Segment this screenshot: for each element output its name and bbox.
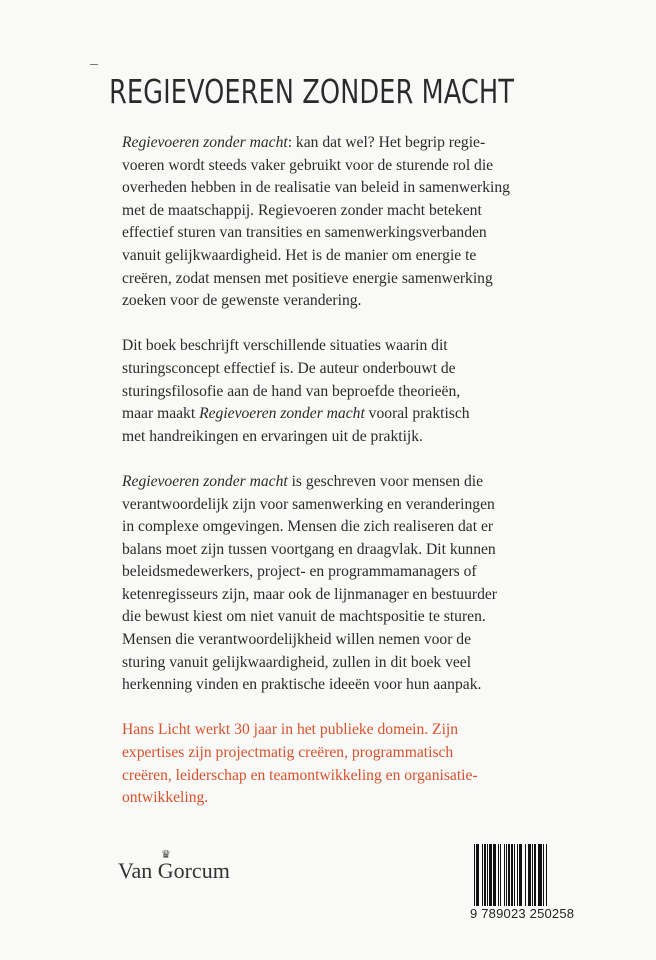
text-line [122,245,562,268]
text-line [122,494,562,517]
barcode [470,844,578,922]
text-line [122,132,562,155]
text-segment: effectief sturen van transities en samenwerkingsverbanden [122,224,487,242]
text-line [122,358,562,381]
text-segment: sturingsconcept effectief is. De auteur onderbouwt de [122,359,456,377]
italic-title-text: Regievoeren zonder macht [199,405,365,423]
text-segment: vooral praktisch [364,405,470,423]
isbn-number: 9 789023 250258 [470,906,575,921]
text-segment: die bewust kiest om niet vanuit de machtspositie te sturen. [122,608,486,626]
text-segment: voeren wordt steeds vaker gebruikt voor de sturende rol die [122,156,494,174]
text-line [122,290,562,313]
text-segment: Dit boek beschrijft verschillende situaties waarin dit [122,337,448,355]
text-segment: expertises zijn projectmatig creëren, programmatisch [122,744,454,762]
paragraph [122,132,562,313]
text-segment: met handreikingen en ervaringen uit de praktijk. [122,427,423,445]
text-segment: Hans Licht werkt 30 jaar in het publieke domein. Zijn [122,721,459,739]
text-line [122,629,562,652]
text-segment: overheden hebben in de realisatie van beleid in samenwerking [122,179,510,197]
text-segment: vanuit gelijkwaardigheid. Het is de manier om energie te [122,246,477,264]
blurb-text [122,132,562,832]
text-line [122,516,562,539]
text-line [122,268,562,291]
text-line [122,335,562,358]
text-line [122,200,562,223]
publisher-name: Van Gorcum [118,858,230,883]
text-line [122,426,562,449]
text-line [122,471,562,494]
barcode-bar [546,844,547,910]
crown-icon: ♛ [161,849,171,861]
text-segment: herkenning vinden en praktische ideeën voor hun aanpak. [122,676,482,694]
text-line [122,561,562,584]
text-line [122,155,562,178]
publisher-logo [118,849,230,884]
text-segment: ontwikkeling. [122,789,209,807]
paragraph [122,471,562,697]
text-line [122,584,562,607]
text-segment: sturingsfilosofie aan de hand van beproefde theorieën, [122,382,461,400]
text-segment: Mensen die verantwoordelijkheid willen nemen voor de [122,631,472,649]
text-segment: creëren, zodat mensen met positieve energie samenwerking [122,269,493,287]
barcode-bars [474,844,574,910]
text-line [122,606,562,629]
text-segment: is geschreven voor mensen die [287,472,483,490]
text-line [122,652,562,675]
text-line [122,381,562,404]
corner-mark [90,64,98,65]
paragraph [122,719,562,809]
text-segment: sturing vanuit gelijkwaardigheid, zullen in dit boek veel [122,653,472,671]
text-line [122,787,562,810]
text-segment: in complexe omgevingen. Mensen die zich realiseren dat er [122,518,494,536]
paragraph [122,335,562,448]
text-segment: creëren, leiderschap en teamontwikkeling en organisatie- [122,766,478,784]
text-line [122,177,562,200]
text-line [122,719,562,742]
text-segment: : kan dat wel? Het begrip regie- [287,134,486,151]
italic-title-text: Regievoeren zonder macht [122,472,288,490]
text-segment: ketenregisseurs zijn, maar ook de lijnmanager en bestuurder [122,585,497,603]
text-line [122,765,562,788]
italic-title-text: Regievoeren zonder macht [122,134,288,151]
text-line [122,539,562,562]
text-line [122,222,562,245]
text-segment: beleidsmedewerkers, project- en programmamanagers of [122,563,477,581]
text-segment: zoeken voor de gewenste verandering. [122,292,362,310]
text-segment: verantwoordelijk zijn voor samenwerking en veranderingen [122,495,495,513]
text-segment: balans moet zijn tussen voortgang en draagvlak. Dit kunnen [122,540,496,558]
text-line [122,403,562,426]
book-title: REGIEVOEREN ZONDER MACHT [109,72,514,111]
text-segment: met de maatschappij. Regievoeren zonder macht betekent [122,201,482,219]
text-line [122,674,562,697]
text-line [122,742,562,765]
text-segment: maar maakt [122,405,200,423]
